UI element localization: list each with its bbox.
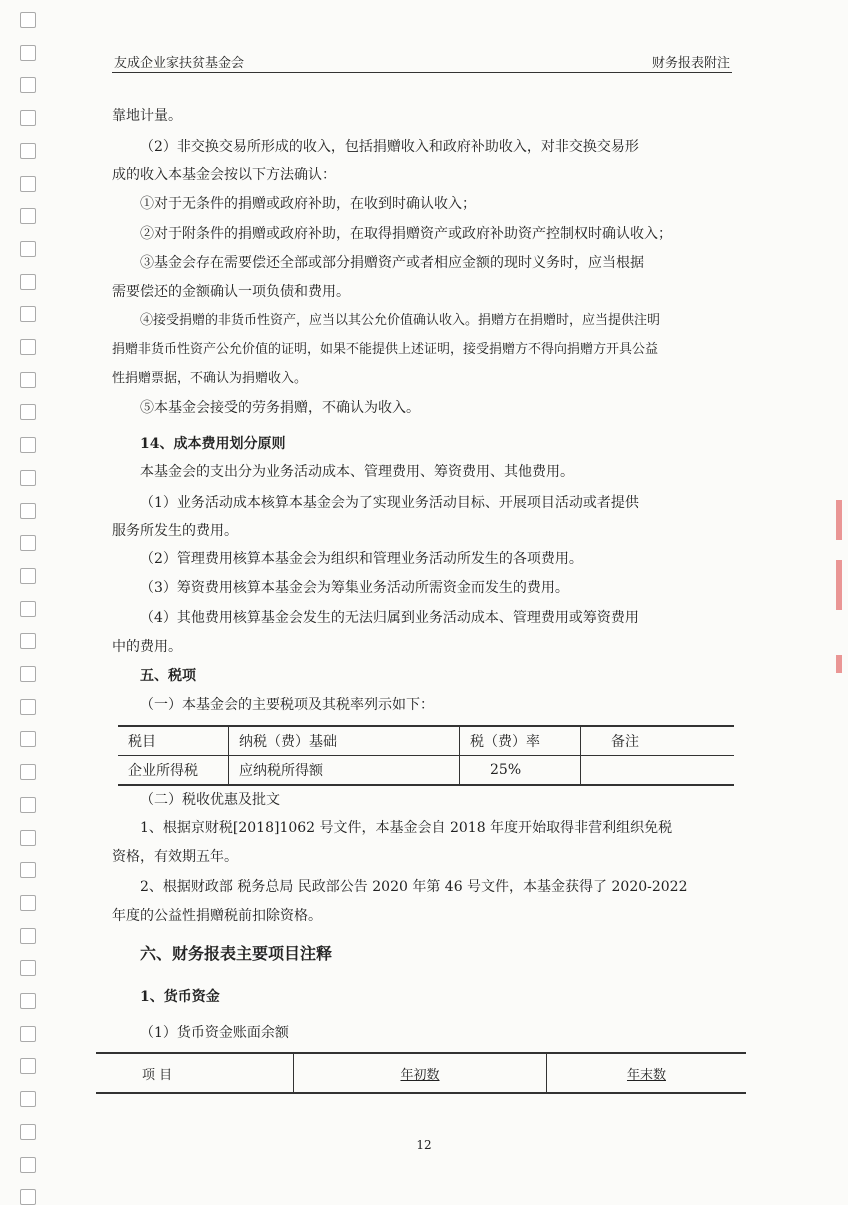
table-cell xyxy=(547,1053,747,1093)
tax-table xyxy=(118,725,734,786)
cash-balance-table xyxy=(96,1052,746,1094)
binding-hole xyxy=(20,1058,36,1074)
column-header: 年初数 xyxy=(400,1067,440,1083)
binding-hole xyxy=(20,470,36,486)
binding-hole xyxy=(20,928,36,944)
binding-hole xyxy=(20,1026,36,1042)
binding-hole xyxy=(20,960,36,976)
text-line: 2、根据财政部 税务总局 民政部公告 2020 年第 46 号文件，本基金获得了 2020-2022 xyxy=(140,879,688,895)
section-heading: 14、成本费用划分原则 xyxy=(140,436,286,452)
text-line: （1）业务活动成本核算本基金会为了实现业务活动目标、开展项目活动或者提供 xyxy=(140,495,639,511)
binding-hole xyxy=(20,176,36,192)
text-line: （二）税收优惠及批文 xyxy=(140,792,280,808)
text-line: ⑤本基金会接受的劳务捐赠，不确认为收入。 xyxy=(140,400,420,416)
binding-hole xyxy=(20,764,36,780)
binding-hole xyxy=(20,1157,36,1173)
table-row xyxy=(118,756,734,786)
text-line: （一）本基金会的主要税项及其税率列示如下： xyxy=(140,697,434,713)
text-line: （1）货币资金账面余额 xyxy=(140,1025,289,1041)
binding-hole xyxy=(20,731,36,747)
page-number: 12 xyxy=(416,1138,432,1152)
text-line: 捐赠非货币性资产公允价值的证明，如果不能提供上述证明，接受捐赠方不得向捐赠方开具公益 xyxy=(112,342,659,357)
text-line: 成的收入本基金会按以下方法确认： xyxy=(112,167,336,183)
page-header xyxy=(112,50,732,73)
text-line: ④接受捐赠的非货币性资产，应当以其公允价值确认收入。捐赠方在捐赠时，应当提供注明 xyxy=(140,313,661,328)
binding-hole xyxy=(20,633,36,649)
text-line: 性捐赠票据，不确认为捐赠收入。 xyxy=(112,371,308,386)
text-line: 中的费用。 xyxy=(112,639,182,655)
binding-hole xyxy=(20,372,36,388)
section-heading: 五、税项 xyxy=(140,668,196,684)
text-line: （4）其他费用核算基金会发生的无法归属到业务活动成本、管理费用或筹资费用 xyxy=(140,610,639,626)
binding-hole xyxy=(20,339,36,355)
table-cell: 税目 xyxy=(118,726,229,756)
binding-hole xyxy=(20,437,36,453)
binding-hole xyxy=(20,208,36,224)
table-cell: 项 目 xyxy=(96,1053,294,1093)
stamp-fragment xyxy=(836,655,842,673)
binding-hole xyxy=(20,699,36,715)
text-line: 服务所发生的费用。 xyxy=(112,523,238,539)
binding-hole xyxy=(20,404,36,420)
binding-hole xyxy=(20,862,36,878)
text-line: （3）筹资费用核算本基金会为筹集业务活动所需资金而发生的费用。 xyxy=(140,580,569,596)
text-line: 需要偿还的金额确认一项负债和费用。 xyxy=(112,284,350,300)
binding-hole xyxy=(20,77,36,93)
binding-hole xyxy=(20,241,36,257)
binding-hole xyxy=(20,830,36,846)
table-cell: 应纳税所得额 xyxy=(229,756,460,786)
binding-hole xyxy=(20,274,36,290)
binding-hole xyxy=(20,143,36,159)
table-cell: 25% xyxy=(460,756,581,786)
binding-hole xyxy=(20,45,36,61)
table-cell: 企业所得税 xyxy=(118,756,229,786)
binding-hole xyxy=(20,568,36,584)
table-cell xyxy=(294,1053,547,1093)
binding-hole xyxy=(20,110,36,126)
binding-hole xyxy=(20,535,36,551)
text-line: （2）非交换交易所形成的收入，包括捐赠收入和政府补助收入，对非交换交易形 xyxy=(140,139,639,155)
binding-hole xyxy=(20,601,36,617)
table-cell: 备注 xyxy=(581,726,735,756)
text-line: 1、根据京财税[2018]1062 号文件，本基金会自 2018 年度开始取得非营利组织免税 xyxy=(140,820,673,836)
stamp-fragment xyxy=(836,560,842,610)
text-line: 靠地计量。 xyxy=(112,108,182,124)
text-line: 本基金会的支出分为业务活动成本、管理费用、筹资费用、其他费用。 xyxy=(140,464,574,480)
binding-hole xyxy=(20,666,36,682)
table-cell: 纳税（费）基础 xyxy=(229,726,460,756)
binding-hole xyxy=(20,12,36,28)
subsection-heading: 1、货币资金 xyxy=(140,989,220,1005)
binding-holes xyxy=(20,0,42,1200)
binding-hole xyxy=(20,1189,36,1205)
text-line: 资格，有效期五年。 xyxy=(112,849,238,865)
text-line: 年度的公益性捐赠税前扣除资格。 xyxy=(112,908,322,924)
table-cell: 税（费）率 xyxy=(460,726,581,756)
stamp-fragment xyxy=(836,500,842,540)
binding-hole xyxy=(20,797,36,813)
section-heading: 六、财务报表主要项目注释 xyxy=(140,944,333,963)
header-section-title: 财务报表附注 xyxy=(651,56,730,71)
table-header-row xyxy=(96,1053,746,1093)
binding-hole xyxy=(20,306,36,322)
text-line: ③基金会存在需要偿还全部或部分捐赠资产或者相应金额的现时义务时，应当根据 xyxy=(140,255,644,271)
table-header-row xyxy=(118,726,734,756)
text-line: ②对于附条件的捐赠或政府补助，在取得捐赠资产或政府补助资产控制权时确认收入； xyxy=(140,226,672,242)
table-cell xyxy=(581,756,735,786)
binding-hole xyxy=(20,993,36,1009)
text-line: ①对于无条件的捐赠或政府补助，在收到时确认收入； xyxy=(140,196,476,212)
header-org-name: 友成企业家扶贫基金会 xyxy=(114,56,245,71)
binding-hole xyxy=(20,1091,36,1107)
binding-hole xyxy=(20,895,36,911)
text-line: （2）管理费用核算本基金会为组织和管理业务活动所发生的各项费用。 xyxy=(140,551,583,567)
binding-hole xyxy=(20,503,36,519)
column-header: 年末数 xyxy=(626,1067,666,1083)
